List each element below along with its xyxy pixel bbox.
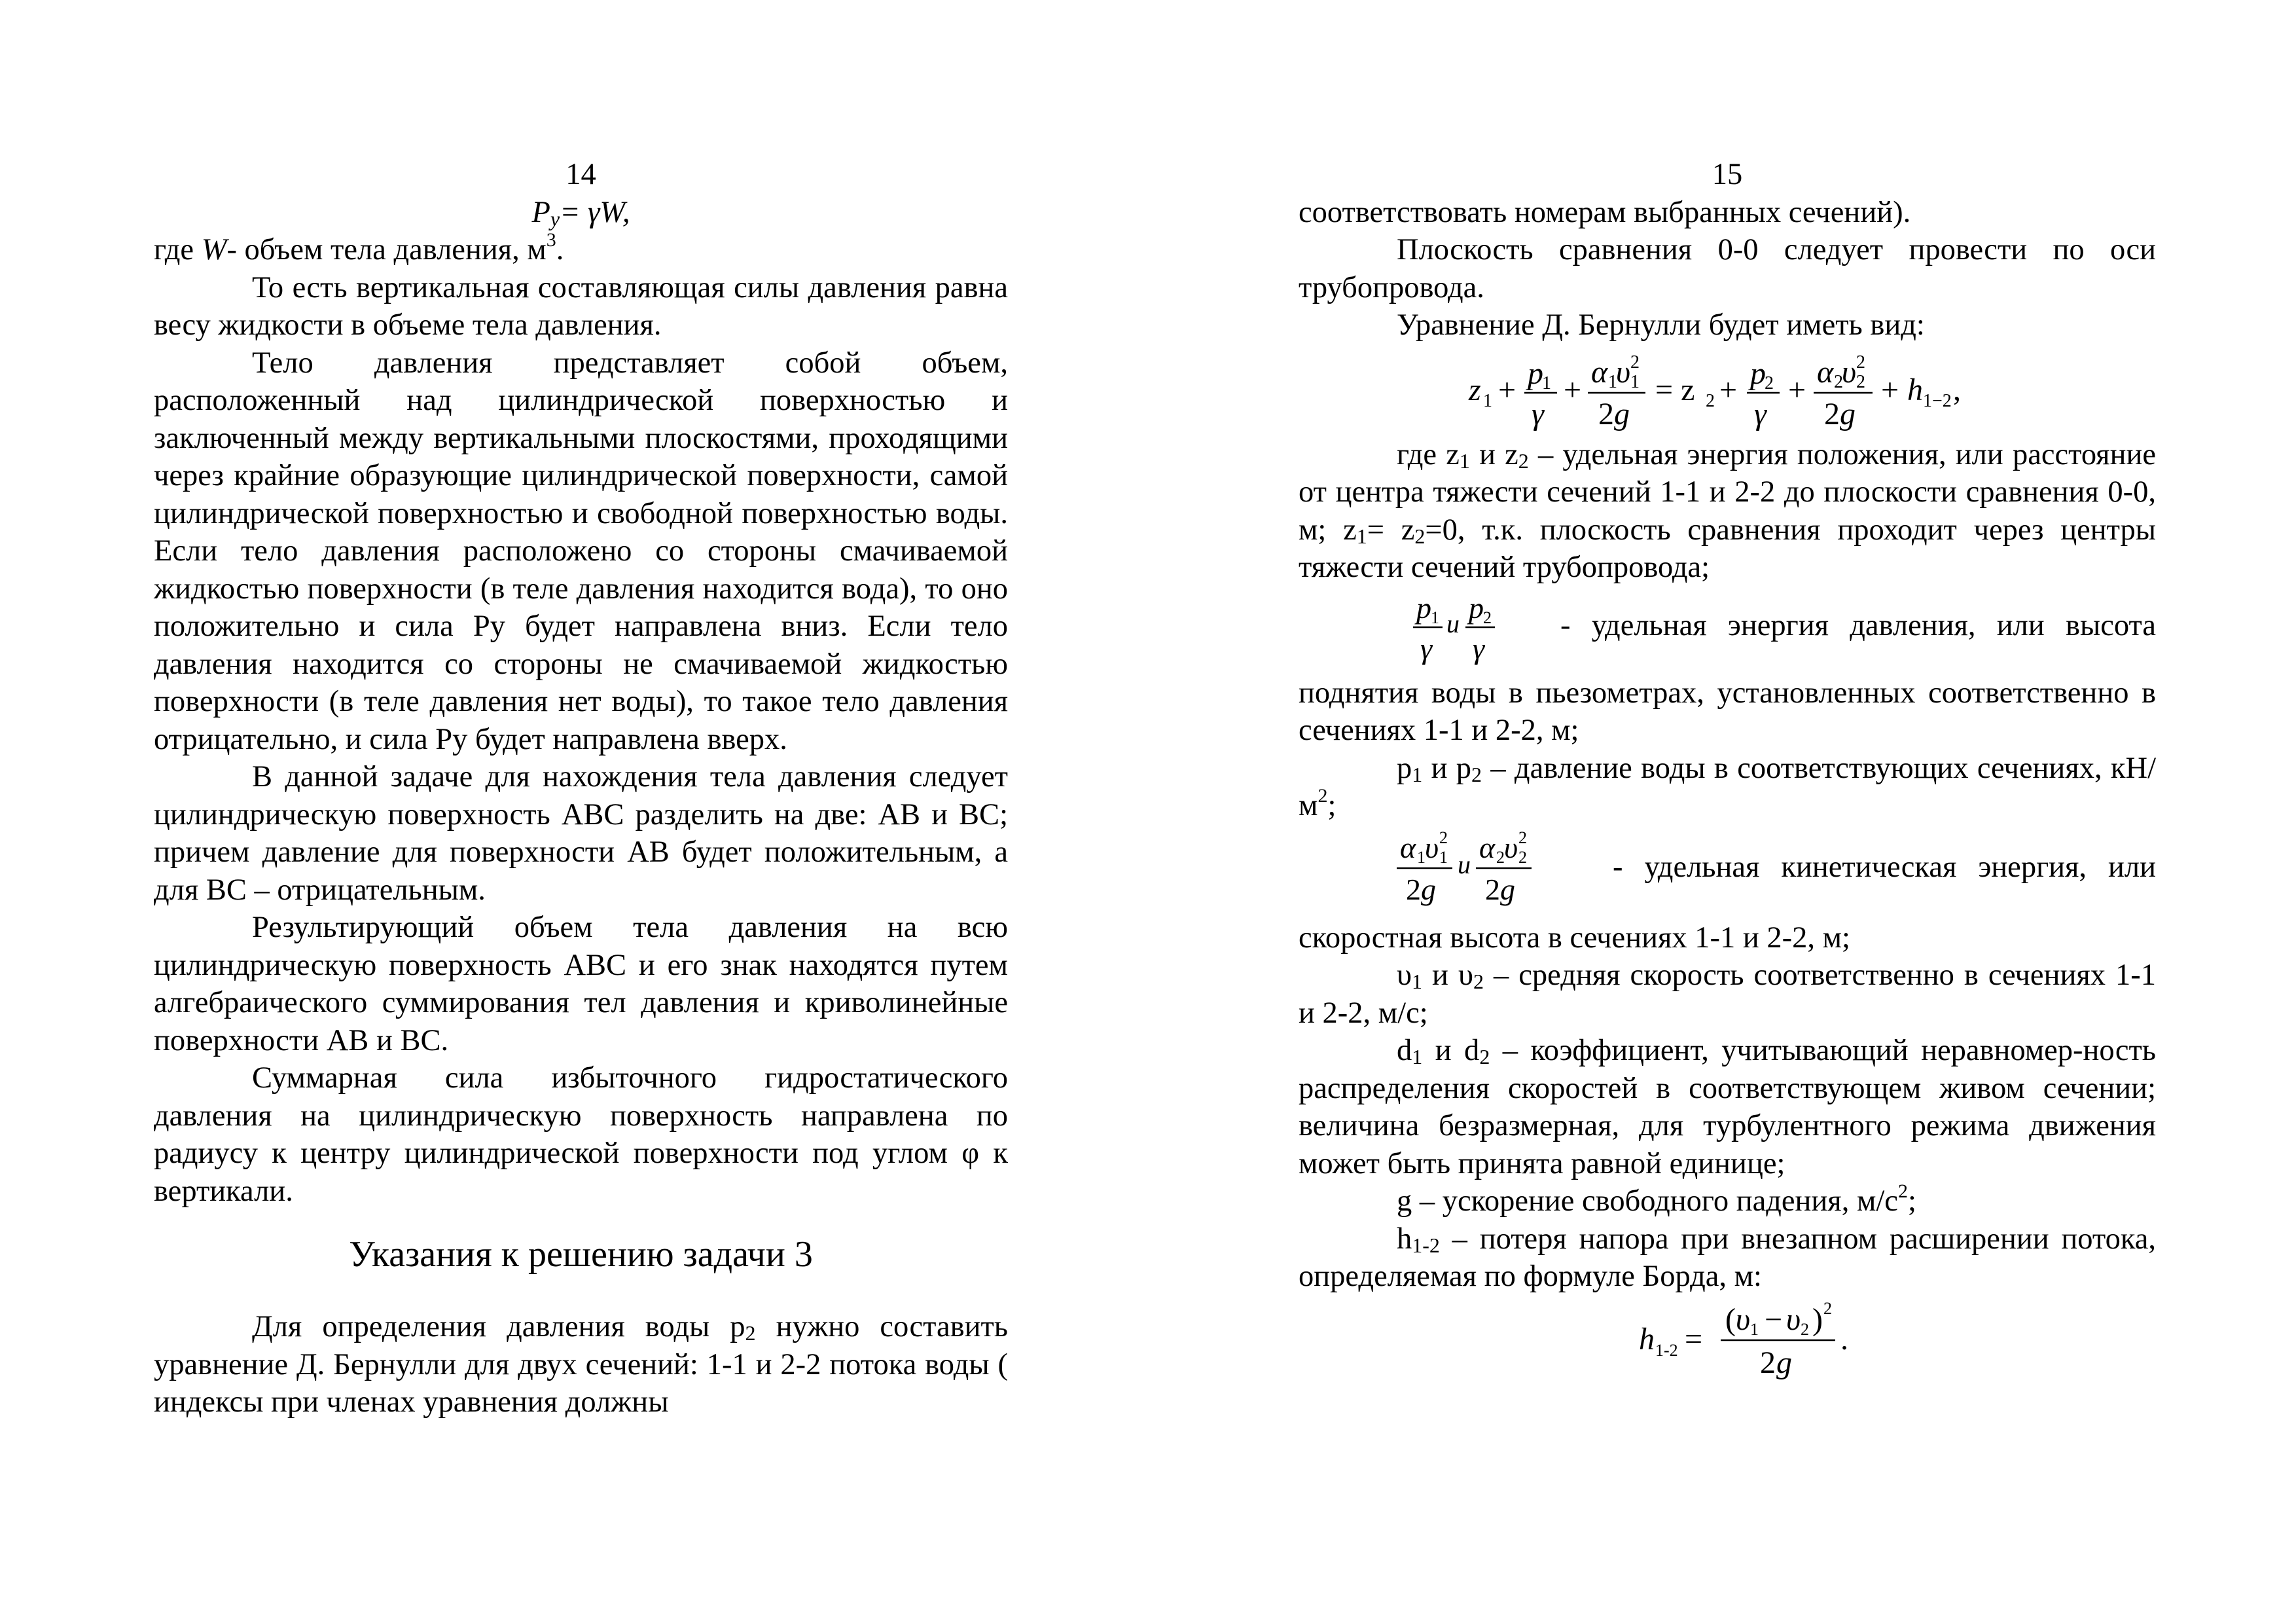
svg-text:α: α bbox=[1591, 354, 1608, 390]
svg-text:2: 2 bbox=[1406, 872, 1421, 906]
svg-text:2: 2 bbox=[1801, 1319, 1809, 1339]
right-para-7: скоростная высота в сечениях 1-1 и 2-2, м; bbox=[1299, 921, 1850, 955]
svg-text:.: . bbox=[1840, 1321, 1848, 1357]
svg-text:α: α bbox=[1817, 354, 1834, 390]
right-para-6: $p_1$ и $p_2$ – давление воды в соответствующих сечениях, $кН/м^2$; bbox=[1299, 751, 2156, 822]
left-para-3: Тело давления представляет собой объем, расположенный над цилиндрической поверхностью и заключенный между вертикальными плоскостями, проходящими через крайние образующие цилиндрической поверхности, самой цилиндрической поверхностью и свободной поверхностью воды. Если тело давления расположено со стороны смачиваемой жидкостью поверхности (в теле давления находится вода), то оно положительно и сила Ру будет направлена вниз. Если тело давления находится со стороны не смачиваемой жидкостью поверхности (в теле давления нет воды), то такое тело давления отрицательно, и сила Ру будет направлена вверх. bbox=[154, 346, 1008, 756]
svg-text:2: 2 bbox=[1439, 828, 1448, 847]
svg-text:(: ( bbox=[1725, 1302, 1736, 1337]
svg-text:α: α bbox=[1479, 830, 1496, 864]
svg-text:1: 1 bbox=[1483, 390, 1492, 411]
svg-text:2: 2 bbox=[1630, 352, 1640, 373]
svg-text:α: α bbox=[1400, 830, 1416, 864]
page-number-14: 14 bbox=[565, 158, 596, 191]
svg-text:γ: γ bbox=[1473, 631, 1485, 665]
svg-text:2: 2 bbox=[1824, 396, 1840, 431]
svg-text:2: 2 bbox=[1856, 371, 1865, 392]
right-para-11: $h_{1-2}$ – потеря напора при внезапном расширении потока, определяемая по формуле Борда, м: bbox=[1299, 1222, 2156, 1293]
left-para-1: где W- объем тела давления, $м^3$. bbox=[154, 229, 564, 266]
pressure-energy-line bbox=[1299, 587, 2156, 665]
svg-text:2: 2 bbox=[1856, 352, 1865, 373]
svg-text:g: g bbox=[1614, 396, 1630, 431]
svg-text:p: p bbox=[1416, 591, 1431, 625]
kinetic-energy-formula bbox=[1299, 825, 1613, 910]
svg-text:2: 2 bbox=[1598, 396, 1614, 431]
right-para-3: Уравнение Д. Бернулли будет иметь вид: bbox=[1397, 308, 1925, 342]
svg-text:2: 2 bbox=[1823, 1298, 1832, 1318]
svg-text:+: + bbox=[1788, 372, 1806, 407]
svg-text:1: 1 bbox=[1431, 608, 1439, 627]
svg-text:2: 2 bbox=[1706, 390, 1715, 411]
svg-text:+: + bbox=[1498, 372, 1516, 407]
svg-text:1−2: 1−2 bbox=[1923, 390, 1952, 411]
left-para-6: Суммарная сила избыточного гидростатического давления на цилиндрическую поверхность направлена по радиусу к центру цилиндрической поверхности под углом φ к вертикали. bbox=[154, 1061, 1008, 1208]
svg-text:γ: γ bbox=[1532, 396, 1544, 431]
svg-text:p: p bbox=[1469, 591, 1484, 625]
pressure-energy-formula bbox=[1299, 587, 1560, 665]
left-para-4: В данной задаче для нахождения тела давления следует цилиндрическую поверхность АВС разделить на две: АВ и ВС; причем давление для поверхности АВ будет положительным, а для ВС – отрицательным. bbox=[154, 760, 1008, 907]
svg-text:p: p bbox=[1528, 356, 1543, 391]
svg-text:υ: υ bbox=[1616, 354, 1631, 390]
svg-text:= z: = z bbox=[1655, 372, 1695, 407]
svg-text:2: 2 bbox=[1765, 373, 1774, 393]
svg-text:1-2: 1-2 bbox=[1655, 1340, 1678, 1360]
svg-text:1: 1 bbox=[1417, 847, 1426, 867]
svg-text:h: h bbox=[1907, 372, 1923, 407]
section-heading: Указания к решению задачи 3 bbox=[349, 1234, 813, 1275]
kinetic-energy-line bbox=[1299, 825, 2156, 910]
svg-text:1: 1 bbox=[1630, 371, 1640, 392]
svg-text:2: 2 bbox=[1483, 608, 1492, 627]
svg-text:2: 2 bbox=[1518, 828, 1527, 847]
right-para-9: $d_1$ и $d_2$ – коэффициент, учитывающий неравномер-ность распределения скоростей в соответствующем живом сечении; величина безразмерная, для турбулентного режима движения может быть принята равной единице; bbox=[1299, 1034, 2156, 1180]
svg-text:1: 1 bbox=[1542, 373, 1551, 393]
svg-text:2: 2 bbox=[1518, 847, 1527, 867]
svg-text:): ) bbox=[1812, 1302, 1823, 1337]
right-para-1: соответствовать номерам выбранных сечений). bbox=[1299, 195, 1911, 229]
svg-text:+: + bbox=[1564, 372, 1582, 407]
borda-formula bbox=[1299, 1296, 2156, 1381]
svg-text:υ: υ bbox=[1842, 354, 1857, 390]
svg-text:g: g bbox=[1500, 872, 1515, 906]
svg-text:υ: υ bbox=[1425, 830, 1439, 864]
svg-text:υ: υ bbox=[1786, 1302, 1801, 1337]
svg-text:и: и bbox=[1458, 849, 1471, 879]
svg-text:,: , bbox=[1953, 372, 1961, 407]
svg-text:γ: γ bbox=[1420, 631, 1433, 665]
svg-text:g: g bbox=[1840, 396, 1856, 431]
svg-text:2: 2 bbox=[1834, 371, 1843, 392]
left-para-2: То есть вертикальная составляющая силы давления равна весу жидкости в объеме тела давления. bbox=[154, 270, 1008, 342]
svg-text:1: 1 bbox=[1439, 847, 1448, 867]
left-text-column bbox=[154, 156, 1008, 1421]
svg-text:=: = bbox=[1685, 1321, 1703, 1357]
right-para-8: $\upsilon_1$ и $\upsilon_2$ – средняя скорость соответственно в сечениях 1-1 и 2-2, м/с; bbox=[1299, 958, 2156, 1030]
svg-text:+: + bbox=[1719, 372, 1738, 407]
svg-text:2: 2 bbox=[1496, 847, 1505, 867]
svg-text:γ: γ bbox=[1754, 396, 1767, 431]
right-para-10: g – ускорение свободного падения, $м/с^2$; bbox=[1397, 1180, 1916, 1218]
svg-text:u: u bbox=[1446, 608, 1460, 638]
pressure-energy-text: - удельная энергия давления, или высота bbox=[1560, 608, 2156, 642]
right-para-5: поднятия воды в пьезометрах, установленных соответственно в сечениях 1-1 и 2-2, м; bbox=[1299, 676, 2156, 747]
svg-text:+: + bbox=[1881, 372, 1899, 407]
svg-text:υ: υ bbox=[1504, 830, 1518, 864]
left-para-5: Результирующий объем тела давления на всю цилиндрическую поверхность АВС и его знак находятся путем алгебраического суммирования тел давления и криволинейные поверхности АВ и ВС. bbox=[154, 911, 1008, 1057]
right-para-4: где $z_1$ и $z_2$ – удельная энергия положения, или расстояние от центра тяжести сечений 1-1 и 2-2 до плоскости сравнения 0-0, м; $z_1= z_2=0$, т.к. плоскость сравнения проходит через центры тяжести сечений трубопровода; bbox=[1299, 437, 2157, 584]
svg-text:g: g bbox=[1776, 1345, 1792, 1380]
svg-text:g: g bbox=[1421, 872, 1436, 906]
svg-text:h: h bbox=[1639, 1321, 1655, 1357]
svg-text:1: 1 bbox=[1750, 1319, 1759, 1339]
right-para-2: Плоскость сравнения 0-0 следует провести по оси трубопровода. bbox=[1299, 233, 2156, 304]
svg-text:−: − bbox=[1765, 1302, 1783, 1337]
page-number-15: 15 bbox=[1712, 158, 1743, 191]
bernoulli-equation bbox=[1299, 344, 2156, 436]
right-page bbox=[1148, 0, 2296, 1623]
svg-text:z: z bbox=[1469, 372, 1481, 407]
kinetic-energy-text: - удельная кинетическая энергия, или bbox=[1613, 850, 2156, 884]
svg-text:2: 2 bbox=[1760, 1345, 1776, 1380]
svg-text:2: 2 bbox=[1485, 872, 1500, 906]
right-text-column bbox=[1299, 156, 2156, 1381]
left-para-7: Для определения давления воды $p_2$ нужно составить уравнение Д. Бернулли для двух сечений: 1-1 и 2-2 потока воды ( индексы при членах уравнения должны bbox=[154, 1310, 1008, 1419]
svg-text:p: p bbox=[1750, 356, 1766, 391]
svg-text:1: 1 bbox=[1608, 371, 1617, 392]
formula-py: $P_y= \gamma W$, bbox=[531, 195, 630, 230]
svg-text:υ: υ bbox=[1736, 1302, 1751, 1337]
